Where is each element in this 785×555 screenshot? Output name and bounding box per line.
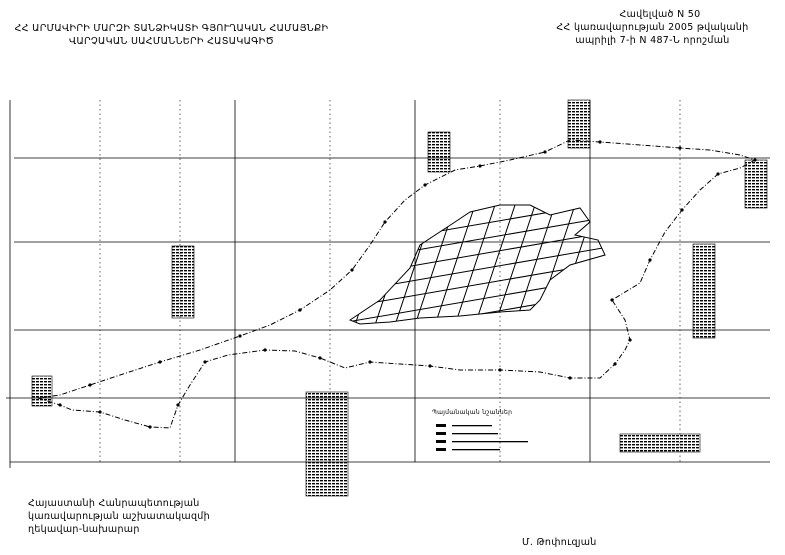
header-title-line2: ՎԱՐՉԱԿԱՆ ՍԱՀՄԱՆՆԵՐԻ ՀԱՏԱԿԱԳԻԾ <box>69 36 274 47</box>
map-frame <box>6 100 770 468</box>
decision-date-line: ապրիլի 7-ի N 487-Ն որոշման <box>575 35 730 46</box>
footer-organization-line2: կառավարության աշխատակազմի <box>28 511 210 522</box>
field-grid-area <box>330 190 620 385</box>
header-title-line1: ՀՀ ԱՐՄԱՎԻՐԻ ՄԱՐԶԻ ՏԱՆՁԻԿԱՏԻ ԳՅՈՒՂԱԿԱՆ ՀԱՄԱՅՆՔԻ <box>14 23 329 34</box>
appendix-number: Հավելված N 50 <box>619 9 701 20</box>
government-decision-line: ՀՀ կառավարության 2005 թվականի <box>556 22 749 33</box>
footer-organization-line1: Հայաստանի Հանրապետության <box>28 498 200 509</box>
legend-box <box>436 424 528 451</box>
signatory-name: Մ. Թոփուզյան <box>522 537 597 548</box>
legend-title: Պայմանական նշաններ <box>432 409 513 416</box>
boundary-points <box>58 140 756 428</box>
footer-position-line: ղեկավար-նախարար <box>28 524 140 535</box>
